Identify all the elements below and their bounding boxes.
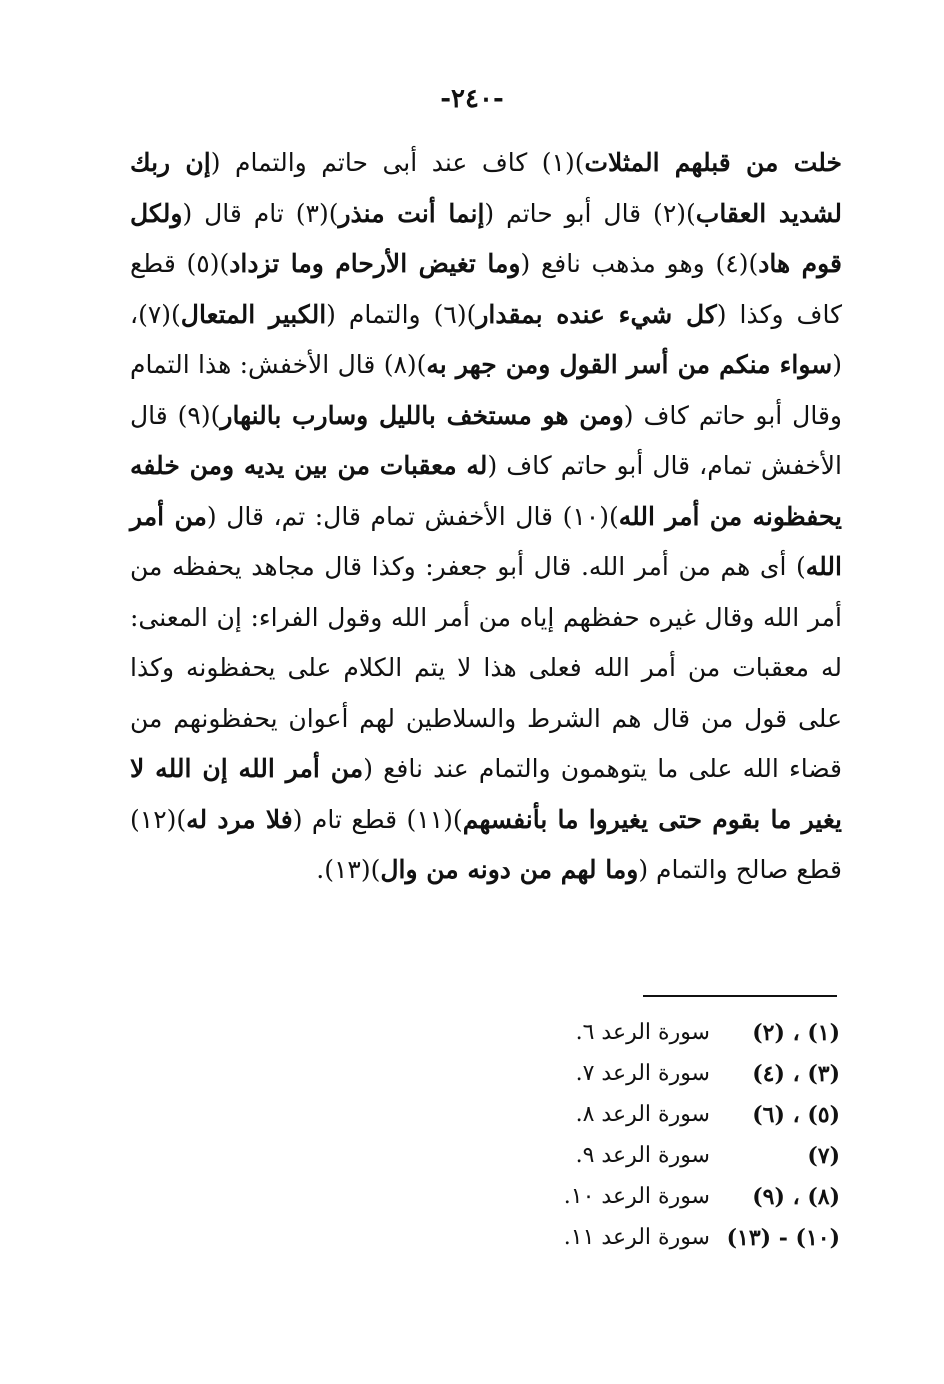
quran-quote: سواء منكم من أسر القول ومن جهر به <box>426 350 833 379</box>
footnote-divider <box>643 995 837 997</box>
commentary-text: )(١٠) قال الأخفش تمام قال: تم، قال ( <box>206 501 619 531</box>
commentary-text: ) أى هم من أمر الله. قال أبو جعفر: وكذا قال مجاهد يحفظه من أمر الله وقال غيره حفظهم إياه من أمر الله وقول الفراء: إن المعنى: له معقبات من أمر الله فعلى هذا لا يتم الكلام على يحفظونه وكذا على قول من قال هم الشرط والسلاطين لهم أعوان يحفظونهم من قضاء الله على ما يتوهمون والتمام عند نافع ( <box>130 552 842 783</box>
quran-quote: كل شيء عنده بمقدار <box>476 299 717 329</box>
commentary-text: )(٣) تام قال ( <box>182 198 339 228</box>
quran-quote: من أمر الله إن الله لا يغير ما بقوم حتى يغيروا ما بأنفسهم <box>130 754 842 834</box>
footnote-source: سورة الرعد ٧. <box>575 1061 710 1086</box>
quran-quote: فلا مرد له <box>186 804 293 834</box>
commentary-text: )(٨) قال الأخفش: هذا التمام وقال أبو حاتم كاف ( <box>130 350 842 430</box>
quran-quote: ولكل قوم هاد <box>130 198 842 278</box>
footnote-source: سورة الرعد ٨. <box>575 1102 710 1127</box>
commentary-text: )(٦) والتمام ( <box>326 299 477 329</box>
commentary-text: )(٩) قال الأخفش تمام، قال أبو حاتم كاف ( <box>130 400 842 480</box>
commentary-text: )(٤) وهو مذهب نافع ( <box>520 249 759 278</box>
commentary-text: )(٥) قطع كاف وكذا ( <box>130 249 842 329</box>
commentary-text: )(٧)، ( <box>130 299 842 379</box>
footnote-ref: (١) ، (٢) <box>752 1019 840 1046</box>
footnote-item <box>500 1135 840 1176</box>
quran-quote: ومن هو مستخف بالليل وسارب بالنهار <box>220 400 624 430</box>
quran-quote: وما تغيض الأرحام وما تزداد <box>229 249 521 278</box>
footnote-item <box>500 1176 840 1217</box>
page-number: -٢٤٠- <box>440 84 504 114</box>
commentary-text: )(١) كاف عند أبى حاتم والتمام ( <box>210 148 585 177</box>
footnote-ref: (٣) ، (٤) <box>752 1060 840 1087</box>
quran-quote: إن ربك لشديد العقاب <box>130 148 843 228</box>
footnote-source: سورة الرعد ١١. <box>563 1225 710 1250</box>
footnote-item <box>500 1012 840 1053</box>
footnote-item <box>500 1094 840 1135</box>
footnote-source: سورة الرعد ٦. <box>575 1020 710 1045</box>
quran-quote: الكبير المتعال <box>180 299 327 329</box>
commentary-text: )(٢) قال أبو حاتم ( <box>484 198 696 228</box>
footnotes-list <box>500 1012 840 1258</box>
footnote-source: سورة الرعد ٩. <box>575 1143 710 1168</box>
footnote-item <box>500 1217 840 1258</box>
quran-quote: من أمر الله <box>130 501 842 581</box>
footnote-ref: (٨) ، (٩) <box>752 1183 840 1210</box>
commentary-text: )(١١) قطع تام ( <box>292 804 463 834</box>
footnote-ref: (٥) ، (٦) <box>752 1101 840 1128</box>
main-paragraph <box>130 138 842 896</box>
footnote-item <box>500 1053 840 1094</box>
commentary-text: )(١٣). <box>316 855 381 884</box>
quran-quote: إنما أنت منذر <box>338 198 485 228</box>
footnote-ref: (١٠) - (١٣) <box>726 1224 840 1251</box>
footnote-ref: (٧) <box>807 1142 840 1169</box>
quran-quote: خلت من قبلهم المثلات <box>584 148 843 177</box>
commentary-text: )(١٢) قطع صالح والتمام ( <box>130 804 842 884</box>
footnote-source: سورة الرعد ١٠. <box>563 1184 710 1209</box>
quran-quote: له معقبات من بين يديه ومن خلفه يحفظونه من أمر الله <box>130 451 842 531</box>
quran-quote: وما لهم من دونه من وال <box>380 855 639 884</box>
